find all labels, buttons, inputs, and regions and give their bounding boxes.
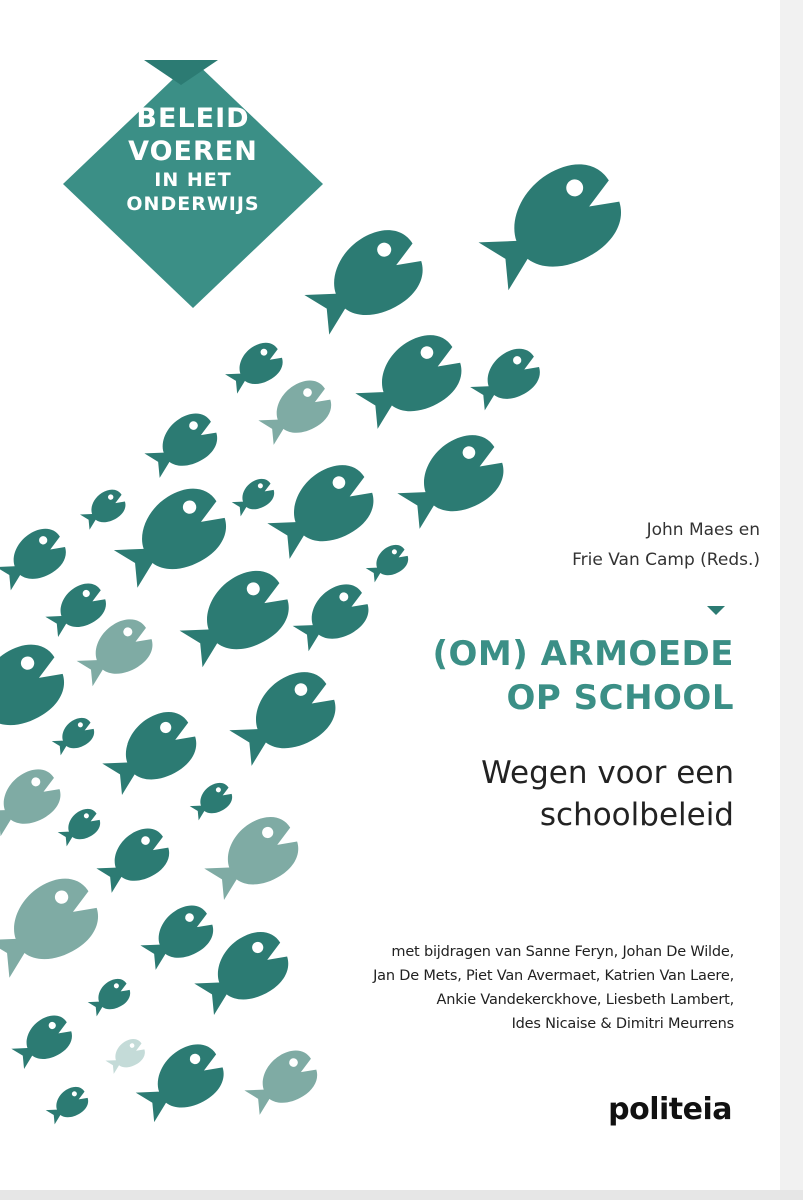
fish-icon (48, 713, 99, 759)
fish-icon (84, 974, 135, 1020)
fish-icon (228, 474, 279, 520)
contributors (290, 940, 734, 1036)
title-marker (707, 606, 725, 615)
fish-icon (287, 576, 377, 658)
fish-icon (139, 405, 226, 483)
fish-icon (0, 866, 111, 987)
fish-icon (7, 1009, 79, 1074)
contributors-line-2: Jan De Mets, Piet Van Avermaet, Katrien Van Laere, (373, 968, 734, 984)
fish-icon (41, 577, 113, 642)
series-line-4: ONDERWIJS (126, 193, 260, 215)
fish-icon (362, 540, 413, 586)
fish-icon (186, 778, 237, 824)
series-line-2: VOEREN (128, 136, 258, 167)
fish-icon (129, 1035, 234, 1130)
fish-icon (0, 521, 74, 596)
fish-icon (102, 1035, 149, 1078)
fish-icon (54, 804, 105, 850)
editors-line-2: Frie Van Camp (Reds.) (572, 550, 760, 570)
contributors-line-3: Ankie Vandekerckhove, Liesbeth Lambert, (436, 992, 734, 1008)
page-shadow (0, 1190, 803, 1200)
series-title (58, 102, 328, 216)
fish-icon (239, 1042, 326, 1120)
title-line-2: OP SCHOOL (506, 678, 734, 718)
fish-icon (465, 341, 548, 416)
fish-icon (347, 323, 474, 437)
fish-icon (135, 897, 222, 975)
fish-icon (105, 476, 239, 597)
fish-icon (253, 372, 340, 450)
fish-icon (76, 485, 130, 534)
fish-icon (221, 660, 348, 774)
fish-icon (171, 559, 301, 677)
fish-icon (91, 820, 178, 898)
contributors-line-4: Ides Nicaise & Dimitri Meurrens (511, 1016, 734, 1032)
fish-icon (95, 702, 207, 803)
subtitle-line-1: Wegen voor een (481, 755, 734, 791)
fish-icon (197, 807, 309, 908)
fish-icon (389, 423, 516, 537)
fish-icon (259, 453, 386, 567)
book-title (420, 632, 734, 720)
series-line-3: IN HET (154, 169, 232, 191)
editors-line-1: John Maes en (646, 520, 760, 540)
fish-icon (42, 1082, 93, 1128)
fish-icon (221, 336, 290, 398)
editors (540, 515, 760, 575)
title-line-1: (OM) ARMOEDE (432, 634, 734, 674)
series-line-1: BELEID (136, 103, 250, 134)
series-badge (58, 58, 328, 308)
fish-icon (467, 149, 637, 303)
fish-icon (0, 761, 69, 843)
subtitle-line-2: schoolbeleid (539, 797, 734, 833)
publisher-logo: politeia (608, 1092, 732, 1127)
book-subtitle (380, 752, 734, 836)
contributors-line-1: met bijdragen van Sanne Feryn, Johan De Wilde, (391, 944, 734, 960)
